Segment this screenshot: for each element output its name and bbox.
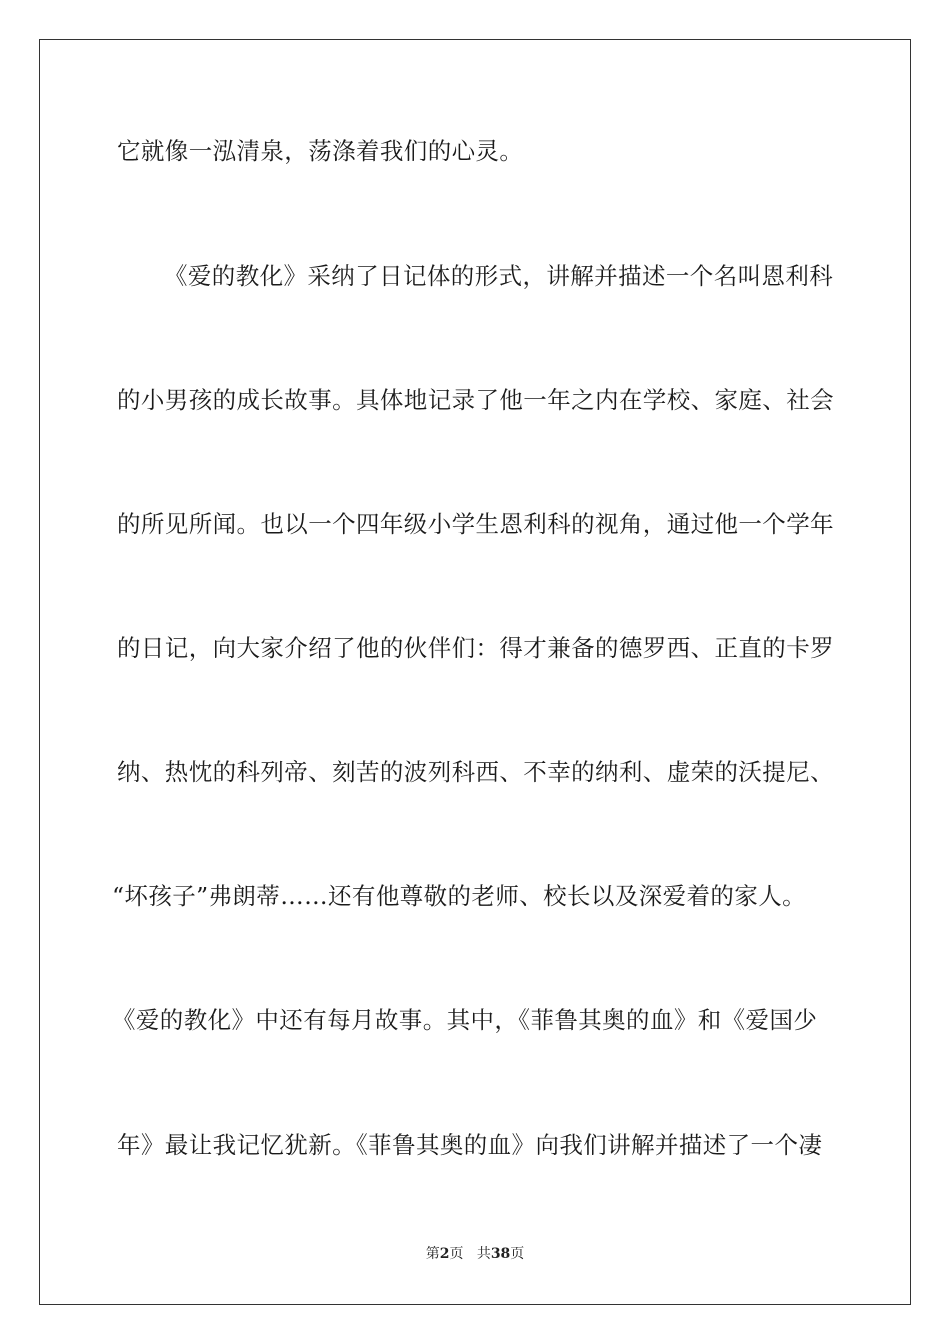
text-line-5: 的日记，向大家介绍了他的伙伴们：得才兼备的德罗西、正直的卡罗 [117, 634, 834, 662]
total-pages: 38 [490, 1246, 511, 1262]
total-suffix: 页 [510, 1246, 525, 1262]
page-border [39, 39, 911, 1305]
page-prefix: 第 [425, 1246, 440, 1262]
text-line-7: “坏孩子”弗朗蒂……还有他尊敬的老师、校长以及深爱着的家人。 [112, 882, 807, 910]
page-suffix: 页 [449, 1246, 464, 1262]
text-line-4: 的所见所闻。也以一个四年级小学生恩利科的视角，通过他一个学年 [117, 510, 834, 538]
text-line-8: 《爱的教化》中还有每月故事。其中，《菲鲁其奥的血》和《爱国少 [112, 1006, 818, 1034]
page-footer [0, 1245, 950, 1263]
text-line-3: 的小男孩的成长故事。具体地记录了他一年之内在学校、家庭、社会 [117, 386, 834, 414]
text-line-9: 年》最让我记忆犹新。《菲鲁其奥的血》向我们讲解并描述了一个凄 [117, 1131, 823, 1159]
text-line-1: 它就像一泓清泉，荡涤着我们的心灵。 [117, 137, 524, 165]
page-number: 2 [439, 1246, 450, 1262]
text-line-2: 《爱的教化》采纳了日记体的形式，讲解并描述一个名叫恩利科 [164, 262, 834, 290]
text-line-6: 纳、热忱的科列帝、刻苦的波列科西、不幸的纳利、虚荣的沃提尼、 [117, 758, 834, 786]
total-prefix: 共 [476, 1246, 491, 1262]
